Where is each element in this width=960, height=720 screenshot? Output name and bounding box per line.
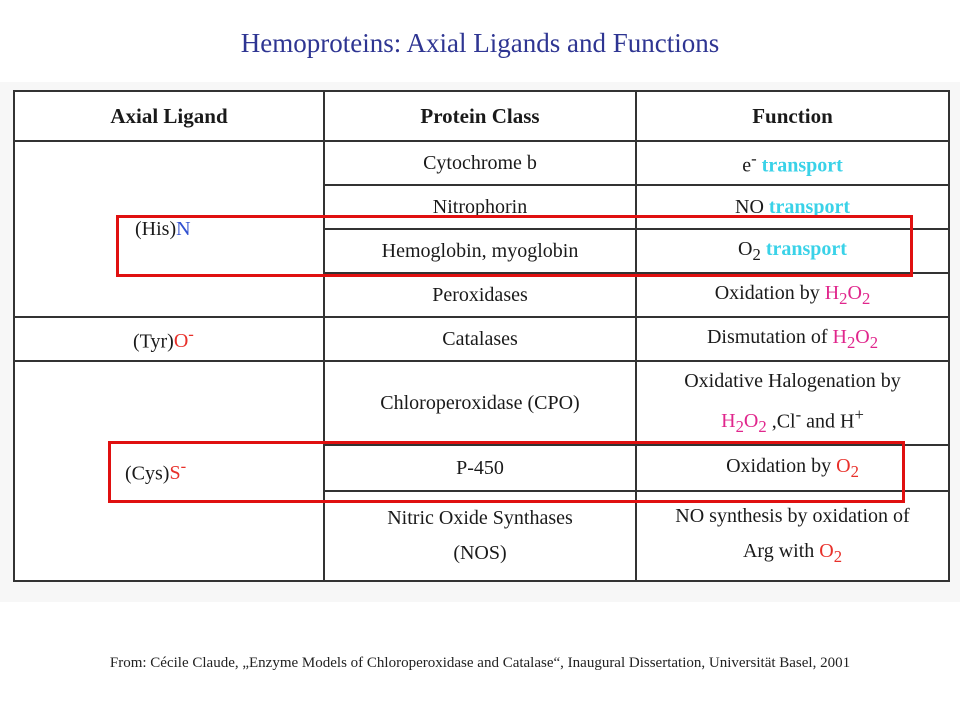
header-function: Function <box>636 91 949 141</box>
fn-o: O <box>819 540 834 563</box>
ligand-cys-prefix: (Cys) <box>125 462 170 485</box>
fn-sup: - <box>751 148 757 168</box>
header-axial-ligand: Axial Ligand <box>14 91 324 141</box>
protein-hemoglobin: Hemoglobin, myoglobin <box>324 229 636 273</box>
fn-o-sub: 2 <box>833 547 843 567</box>
fn-line2 <box>641 405 944 437</box>
ligand-tyr-atom: O <box>173 330 189 353</box>
protein-catalases: Catalases <box>324 317 636 361</box>
fn-o: O <box>743 410 759 433</box>
protein-p450: P-450 <box>324 445 636 491</box>
fn-h-sub: 2 <box>839 288 848 308</box>
fn-line1: Oxidative Halogenation by <box>684 369 901 392</box>
fn-cl-sup: - <box>795 404 802 424</box>
fn-and-h: and H <box>806 410 855 433</box>
fn-line2 <box>641 540 944 566</box>
fn-text: Oxidation by <box>714 281 820 304</box>
fn-text: e <box>742 154 752 177</box>
highlight-box-p450 <box>108 441 905 503</box>
fn-text: NO <box>735 195 764 218</box>
fn-h: H <box>824 281 840 304</box>
function-peroxidases <box>636 273 949 317</box>
protein-nos <box>324 491 636 581</box>
table-row <box>14 317 949 361</box>
fn-sub: 2 <box>752 244 761 264</box>
hemoprotein-table <box>13 90 950 582</box>
fn-h2o2 <box>832 325 879 352</box>
protein-nos-line1: Nitric Oxide Synthases <box>387 507 573 529</box>
fn-transport: transport <box>761 154 843 177</box>
fn-transport: transport <box>765 237 847 260</box>
protein-nitrophorin: Nitrophorin <box>324 185 636 229</box>
citation-footer: From: Cécile Claude, „Enzyme Models of Chloroperoxidase and Catalase“, Inaugural Dissertation, Universität Basel, 2001 <box>109 655 851 671</box>
ligand-cys-charge: - <box>180 456 187 476</box>
ligand-his-prefix: (His) <box>135 217 177 240</box>
fn-h: H <box>721 410 736 433</box>
fn-o-sub: 2 <box>869 332 879 352</box>
ligand-tyr-charge: - <box>188 324 194 344</box>
fn-text: Oxidation by <box>726 454 832 477</box>
function-nos <box>636 491 949 581</box>
fn-h: H <box>832 325 847 348</box>
fn-h2o2 <box>824 281 871 308</box>
ligand-his-atom: N <box>176 217 191 240</box>
fn-o: O <box>836 454 851 477</box>
fn-text: Dismutation of <box>706 325 828 348</box>
fn-h-sup: + <box>854 404 864 424</box>
protein-cytochrome-b: Cytochrome b <box>324 141 636 185</box>
fn-cl: ,Cl <box>771 410 796 433</box>
highlight-box-hemoglobin <box>116 215 913 277</box>
ligand-cys-atom: S <box>169 462 181 485</box>
header-row <box>14 91 949 141</box>
function-cpo <box>636 361 949 445</box>
fn-o: O <box>855 325 870 348</box>
fn-o-sub: 2 <box>758 417 767 437</box>
page-title: Hemoproteins: Axial Ligands and Functions <box>240 28 720 58</box>
function-cytochrome-b <box>636 141 949 185</box>
fn-transport: transport <box>768 195 850 218</box>
fn-o-sub: 2 <box>850 461 859 481</box>
ligand-tyr-prefix: (Tyr) <box>133 330 174 353</box>
fn-text: O <box>738 237 753 260</box>
protein-nos-line2: (NOS) <box>453 542 507 564</box>
fn-h2o2 <box>721 410 767 437</box>
fn-arg-with: Arg with <box>742 540 815 563</box>
fn-line1: NO synthesis by oxidation of <box>675 505 910 528</box>
table-row <box>14 361 949 445</box>
function-catalases <box>636 317 949 361</box>
protein-peroxidases: Peroxidases <box>324 273 636 317</box>
fn-h-sub: 2 <box>735 417 744 437</box>
fn-h-sub: 2 <box>846 332 856 352</box>
fn-o-sub: 2 <box>861 288 871 308</box>
fn-o: O <box>847 281 862 304</box>
ligand-tyr-cell <box>14 317 324 361</box>
table-row <box>14 141 949 185</box>
ligand-tyr-atom-group <box>173 324 194 353</box>
protein-cpo: Chloroperoxidase (CPO) <box>324 361 636 445</box>
fn-o2 <box>819 540 843 567</box>
header-protein-class: Protein Class <box>324 91 636 141</box>
